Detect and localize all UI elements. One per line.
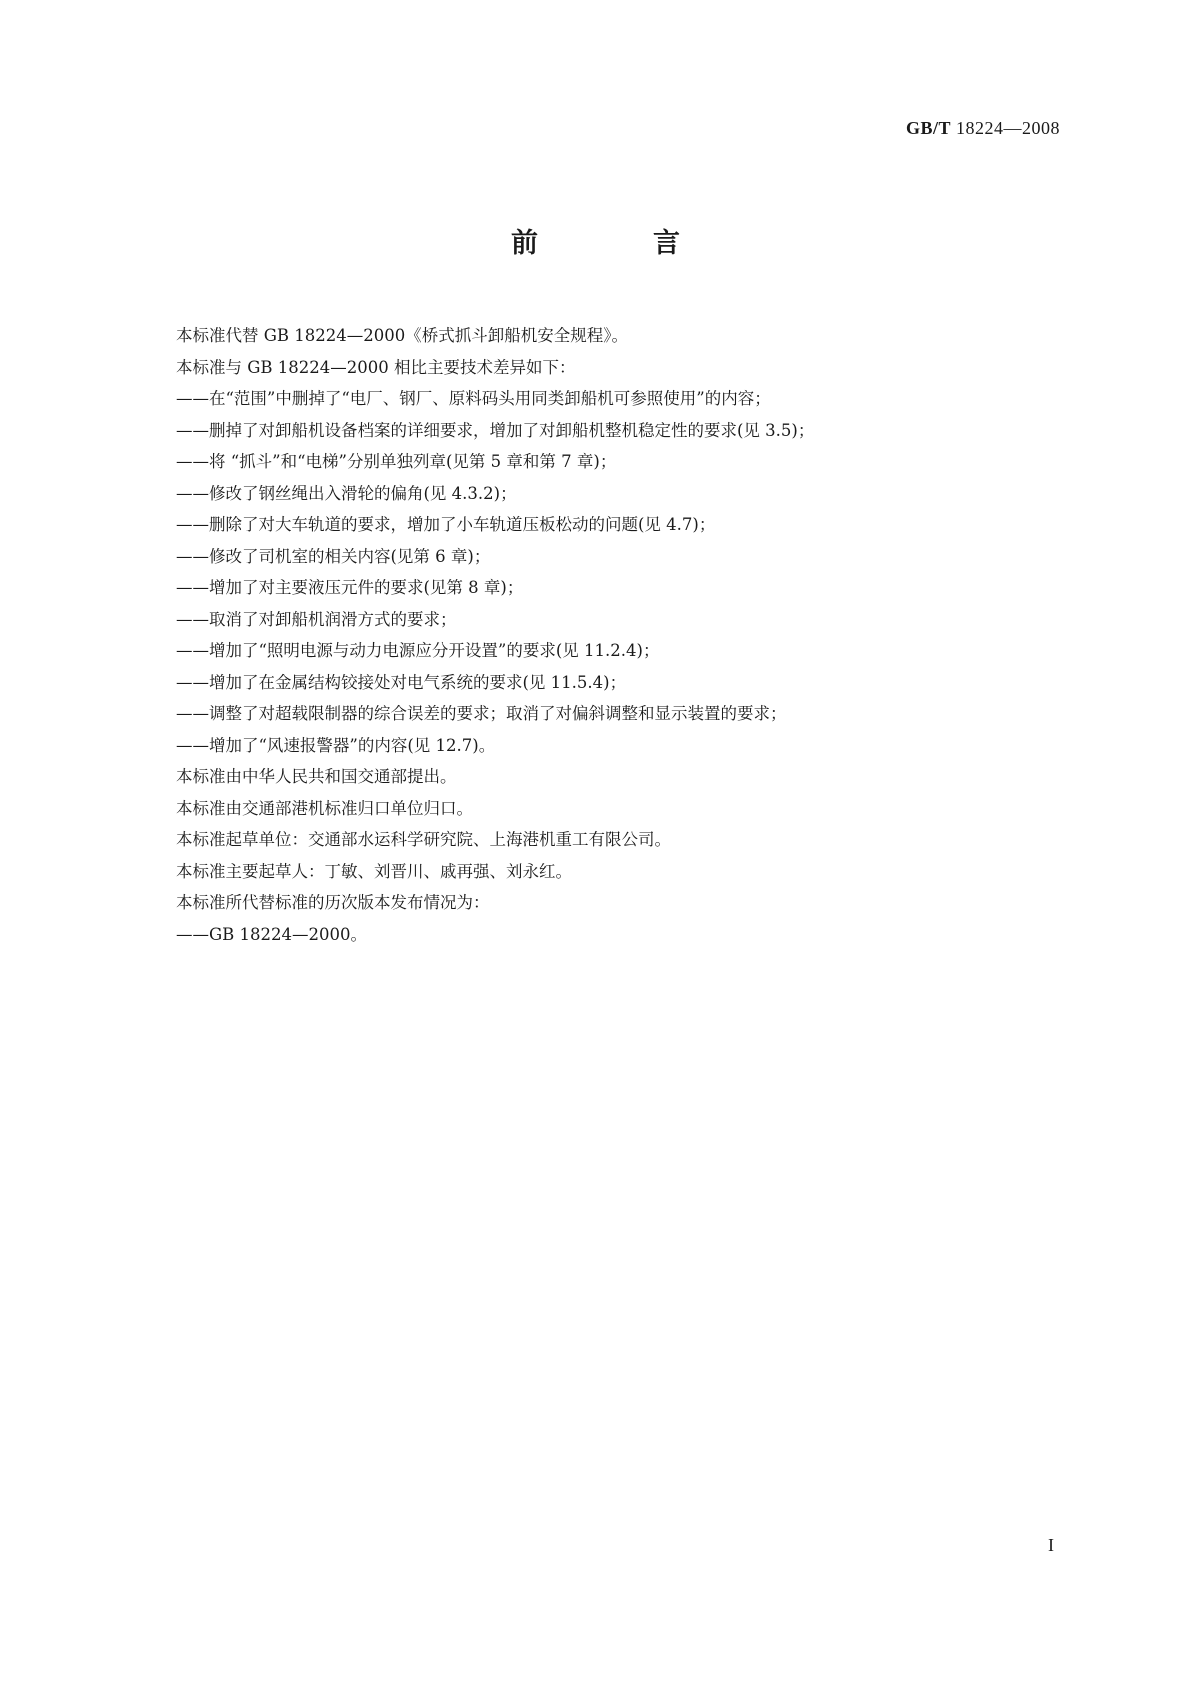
list-item: ——修改了钢丝绳出入滑轮的偏角(见 4.3.2)； <box>176 483 517 503</box>
list-item: ——取消了对卸船机润滑方式的要求； <box>176 609 457 629</box>
standard-number: 18224—2008 <box>956 118 1060 138</box>
body-line: 本标准由中华人民共和国交通部提出。 <box>176 767 457 786</box>
list-item: ——增加了“风速报警器”的内容(见 12.7)。 <box>176 735 496 755</box>
body-line: 本标准由交通部港机标准归口单位归口。 <box>176 798 473 818</box>
page-title: 前 言 <box>511 228 724 259</box>
list-item: ——在“范围”中删掉了“电厂、钢厂、原料码头用同类卸船机可参照使用”的内容； <box>176 389 771 408</box>
standard-code <box>906 118 1060 139</box>
list-item: ——增加了“照明电源与动力电源应分开设置”的要求(见 11.2.4)； <box>176 641 660 660</box>
list-item: ——删除了对大车轨道的要求，增加了小车轨道压板松动的问题(见 4.7)； <box>176 515 716 534</box>
body-line: 本标准与 GB 18224—2000 相比主要技术差异如下： <box>176 357 576 377</box>
page-number: I <box>1048 1535 1054 1555</box>
list-item: ——增加了在金属结构铰接处对电气系统的要求(见 11.5.4)； <box>176 672 627 692</box>
standard-prefix: GB/T <box>905 118 951 138</box>
body-line: 本标准起草单位：交通部水运科学研究院、上海港机重工有限公司。 <box>176 830 671 849</box>
foreword-body <box>176 320 1066 950</box>
list-item: ——调整了对超载限制器的综合误差的要求；取消了对偏斜调整和显示装置的要求； <box>176 704 787 723</box>
body-line: 本标准所代替标准的历次版本发布情况为： <box>176 893 490 912</box>
list-item: ——修改了司机室的相关内容(见第 6 章)； <box>176 546 491 566</box>
body-line: 本标准主要起草人：丁敏、刘晋川、戚再强、刘永红。 <box>176 861 572 881</box>
list-item: ——GB 18224—2000。 <box>176 924 368 944</box>
list-item: ——删掉了对卸船机设备档案的详细要求，增加了对卸船机整机稳定性的要求(见 3.5)； <box>176 420 815 440</box>
body-line: 本标准代替 GB 18224—2000《桥式抓斗卸船机安全规程》。 <box>176 326 629 345</box>
list-item: ——将 “抓斗”和“电梯”分别单独列章(见第 5 章和第 7 章)； <box>176 452 617 471</box>
list-item: ——增加了对主要液压元件的要求(见第 8 章)； <box>176 578 524 597</box>
